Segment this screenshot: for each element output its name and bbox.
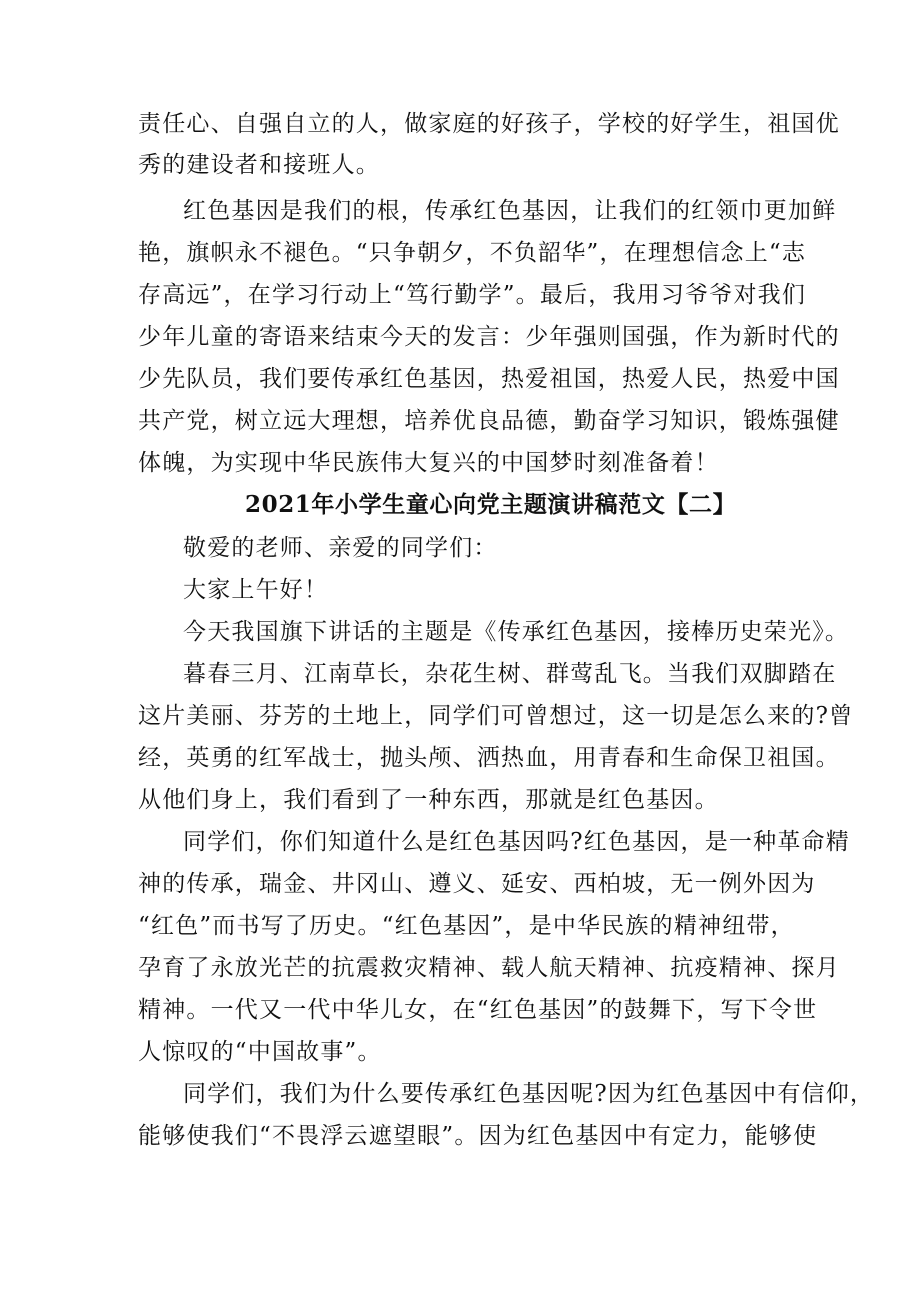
body-line: 秀的建设者和接班人。 <box>138 152 380 178</box>
body-line: 能够使我们“不畏浮云遮望眼”。因为红色基因中有定力，能够使 <box>138 1123 818 1149</box>
paragraph-first-line: 同学们，我们为什么要传承红色基因呢?因为红色基因中有信仰， <box>183 1081 875 1107</box>
paragraph-first-line: 同学们，你们知道什么是红色基因吗?红色基因，是一种革命精 <box>183 829 850 855</box>
body-line: 精神。一代又一代中华儿女，在“红色基因”的鼓舞下，写下令世 <box>138 997 818 1023</box>
body-line: 艳，旗帜永不褪色。“只争朝夕，不负韶华”，在理想信念上“志 <box>138 240 807 266</box>
section-title: 2021年小学生童心向党主题演讲稿范文【二】 <box>245 491 737 518</box>
greeting: 大家上午好！ <box>183 577 329 603</box>
body-line: 孕育了永放光芒的抗震救灾精神、载人航天精神、抗疫精神、探月 <box>138 955 840 981</box>
topic-line: 今天我国旗下讲话的主题是《传承红色基因，接棒历史荣光》。 <box>183 619 850 645</box>
body-line: 责任心、自强自立的人，做家庭的好孩子，学校的好学生，祖国优 <box>138 111 840 137</box>
body-line: 体魄，为实现中华民族伟大复兴的中国梦时刻准备着！ <box>138 450 719 476</box>
salutation: 敬爱的老师、亲爱的同学们： <box>183 535 498 561</box>
paragraph-first-line: 暮春三月、江南草长，杂花生树、群莺乱飞。当我们双脚踏在 <box>183 661 837 687</box>
body-line: 存高远”，在学习行动上“笃行勤学”。最后，我用习爷爷对我们 <box>138 282 807 308</box>
body-line: “红色”而书写了历史。“红色基因”，是中华民族的精神纽带， <box>138 913 795 939</box>
body-line: 从他们身上，我们看到了一种东西，那就是红色基因。 <box>138 787 719 813</box>
body-line: 神的传承，瑞金、井冈山、遵义、延安、西柏坡，无一例外因为 <box>138 871 816 897</box>
body-line: 少先队员，我们要传承红色基因，热爱祖国，热爱人民，热爱中国 <box>138 366 840 392</box>
body-line: 少年儿童的寄语来结束今天的发言：少年强则国强，作为新时代的 <box>138 324 840 350</box>
body-line: 经，英勇的红军战士，抛头颅、洒热血，用青春和生命保卫祖国。 <box>138 745 840 771</box>
body-line: 共产党，树立远大理想，培养优良品德，勤奋学习知识，锻炼强健 <box>138 408 840 434</box>
body-line: 人惊叹的“中国故事”。 <box>138 1039 382 1065</box>
paragraph-first-line: 红色基因是我们的根，传承红色基因，让我们的红领巾更加鲜 <box>183 198 837 224</box>
body-line: 这片美丽、芬芳的土地上，同学们可曾想过，这一切是怎么来的?曾 <box>138 703 854 729</box>
